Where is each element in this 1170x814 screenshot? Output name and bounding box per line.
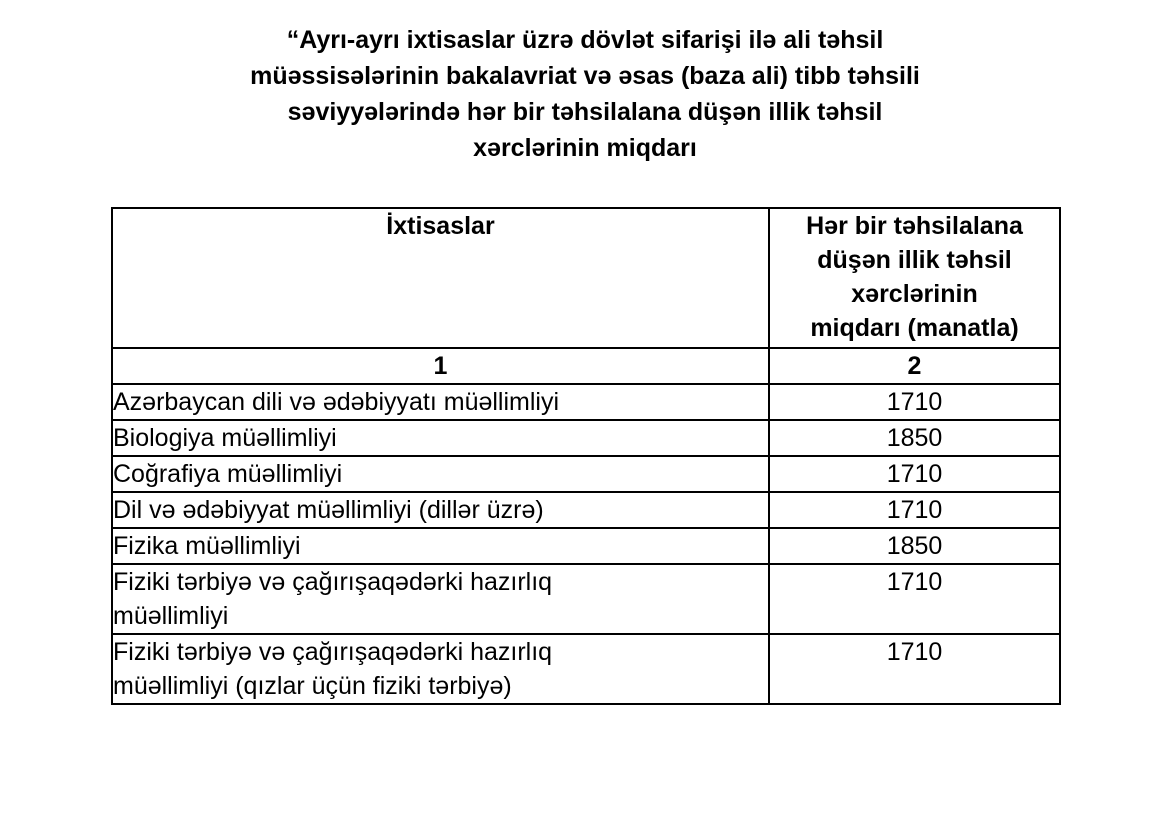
header-cost-line: xərclərinin	[851, 280, 978, 308]
title-line: “Ayrı-ayrı ixtisaslar üzrə dövlət sifarişi ilə ali təhsil	[286, 26, 884, 54]
column-number-1: 1	[112, 348, 769, 384]
cost-value: 1710	[769, 456, 1060, 492]
specialty-name	[112, 456, 769, 492]
header-specialties: İxtisaslar	[112, 208, 769, 348]
specialty-name	[112, 564, 769, 634]
specialty-line: Fiziki tərbiyə və çağırışaqədərki hazırlıq	[113, 638, 553, 666]
document-title	[150, 22, 1020, 166]
specialty-name	[112, 384, 769, 420]
specialty-line: Dil və ədəbiyyat müəllimliyi (dillər üzrə)	[113, 496, 544, 524]
specialty-name	[112, 420, 769, 456]
column-number-2: 2	[769, 348, 1060, 384]
column-number-row	[112, 348, 1060, 384]
cost-value: 1850	[769, 420, 1060, 456]
table-row	[112, 528, 1060, 564]
cost-value: 1710	[769, 634, 1060, 704]
cost-table	[111, 207, 1061, 705]
title-line: səviyyələrində hər bir təhsilalana düşən illik təhsil	[287, 98, 883, 126]
header-cost-line: düşən illik təhsil	[817, 246, 1012, 274]
title-line: müəssisələrinin bakalavriat və əsas (baza ali) tibb təhsili	[250, 62, 920, 90]
specialty-name	[112, 492, 769, 528]
cost-value: 1710	[769, 492, 1060, 528]
cost-value: 1710	[769, 564, 1060, 634]
specialty-line: Fizika müəllimliyi	[113, 532, 301, 560]
cost-value: 1710	[769, 384, 1060, 420]
specialty-line: Biologiya müəllimliyi	[113, 424, 337, 452]
table-header-row	[112, 208, 1060, 348]
header-cost-line: miqdarı (manatla)	[810, 314, 1019, 342]
table-row	[112, 420, 1060, 456]
table-row	[112, 384, 1060, 420]
specialty-line: Fiziki tərbiyə və çağırışaqədərki hazırlıq	[113, 568, 553, 596]
header-annual-cost	[769, 208, 1060, 348]
table-row	[112, 634, 1060, 704]
header-cost-line: Hər bir təhsilalana	[806, 212, 1023, 240]
table-row	[112, 564, 1060, 634]
specialty-line: Coğrafiya müəllimliyi	[113, 460, 343, 488]
specialty-line: Azərbaycan dili və ədəbiyyatı müəllimliyi	[113, 388, 560, 416]
cost-value: 1850	[769, 528, 1060, 564]
specialty-line: müəllimliyi (qızlar üçün fiziki tərbiyə)	[113, 672, 512, 700]
specialty-name	[112, 528, 769, 564]
specialty-name	[112, 634, 769, 704]
table-row	[112, 492, 1060, 528]
title-line: xərclərinin miqdarı	[473, 134, 697, 162]
specialty-line: müəllimliyi	[113, 602, 229, 630]
table-row	[112, 456, 1060, 492]
